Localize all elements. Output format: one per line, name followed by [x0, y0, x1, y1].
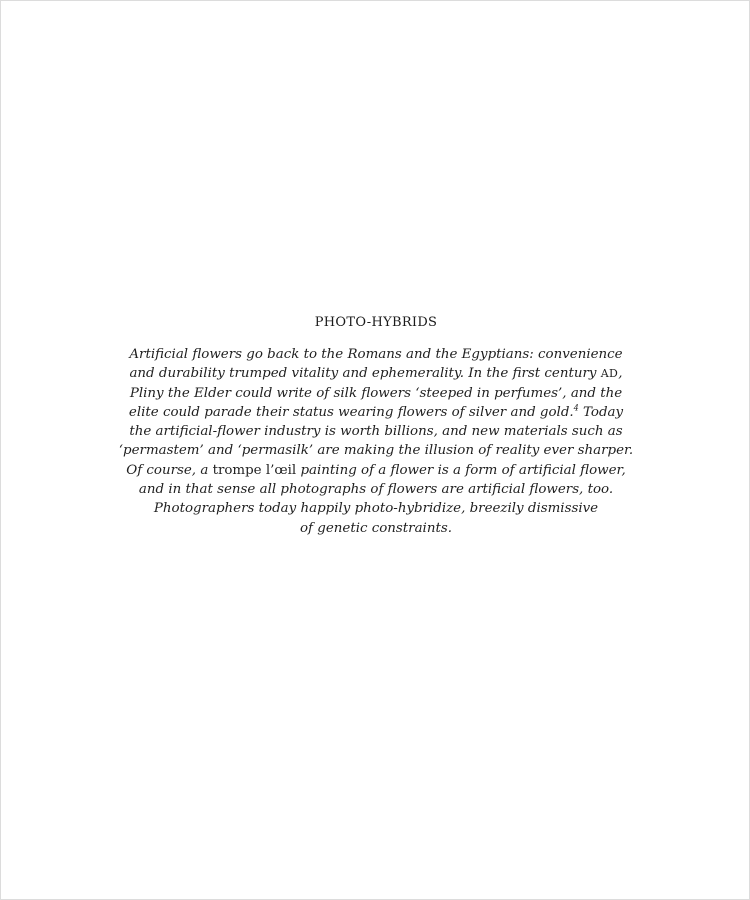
paragraph-line: ‘permastem’ and ‘permasilk’ are making the illusion of reality ever sharper.	[118, 443, 634, 459]
paragraph-text: Today	[578, 404, 624, 420]
paragraph-line	[86, 364, 666, 383]
section-heading: PHOTO-HYBRIDS	[314, 315, 438, 330]
paragraph-text: and durability trumped vitality and ephemerality. In the first century	[129, 366, 601, 382]
paragraph-line: Artificial flowers go back to the Romans and the Egyptians: convenience	[129, 347, 623, 362]
paragraph-text: ,	[618, 366, 623, 382]
paragraph-line: and in that sense all photographs of flowers are artificial flowers, too.	[138, 482, 614, 498]
paragraph-text: painting of a flower is a form of artificial flower,	[296, 462, 626, 478]
footnote-marker: 4	[573, 403, 579, 413]
paragraph-text: elite could parade their status wearing flowers of silver and gold.	[128, 404, 574, 420]
paragraph-line: of genetic constraints.	[300, 520, 452, 536]
paragraph-line	[86, 461, 666, 480]
era-abbreviation: AD	[600, 367, 619, 381]
foreign-term: trompe l’œil	[212, 462, 297, 478]
paragraph-text: Of course, a	[126, 462, 213, 478]
paragraph-line: the artificial-flower industry is worth billions, and new materials such as	[129, 424, 623, 440]
body-paragraph	[86, 345, 666, 538]
paragraph-line: Photographers today happily photo-hybridize, breezily dismissive	[153, 501, 599, 517]
paragraph-line	[86, 403, 666, 422]
paragraph-line: Pliny the Elder could write of silk flowers ‘steeped in perfumes’, and the	[129, 385, 623, 401]
